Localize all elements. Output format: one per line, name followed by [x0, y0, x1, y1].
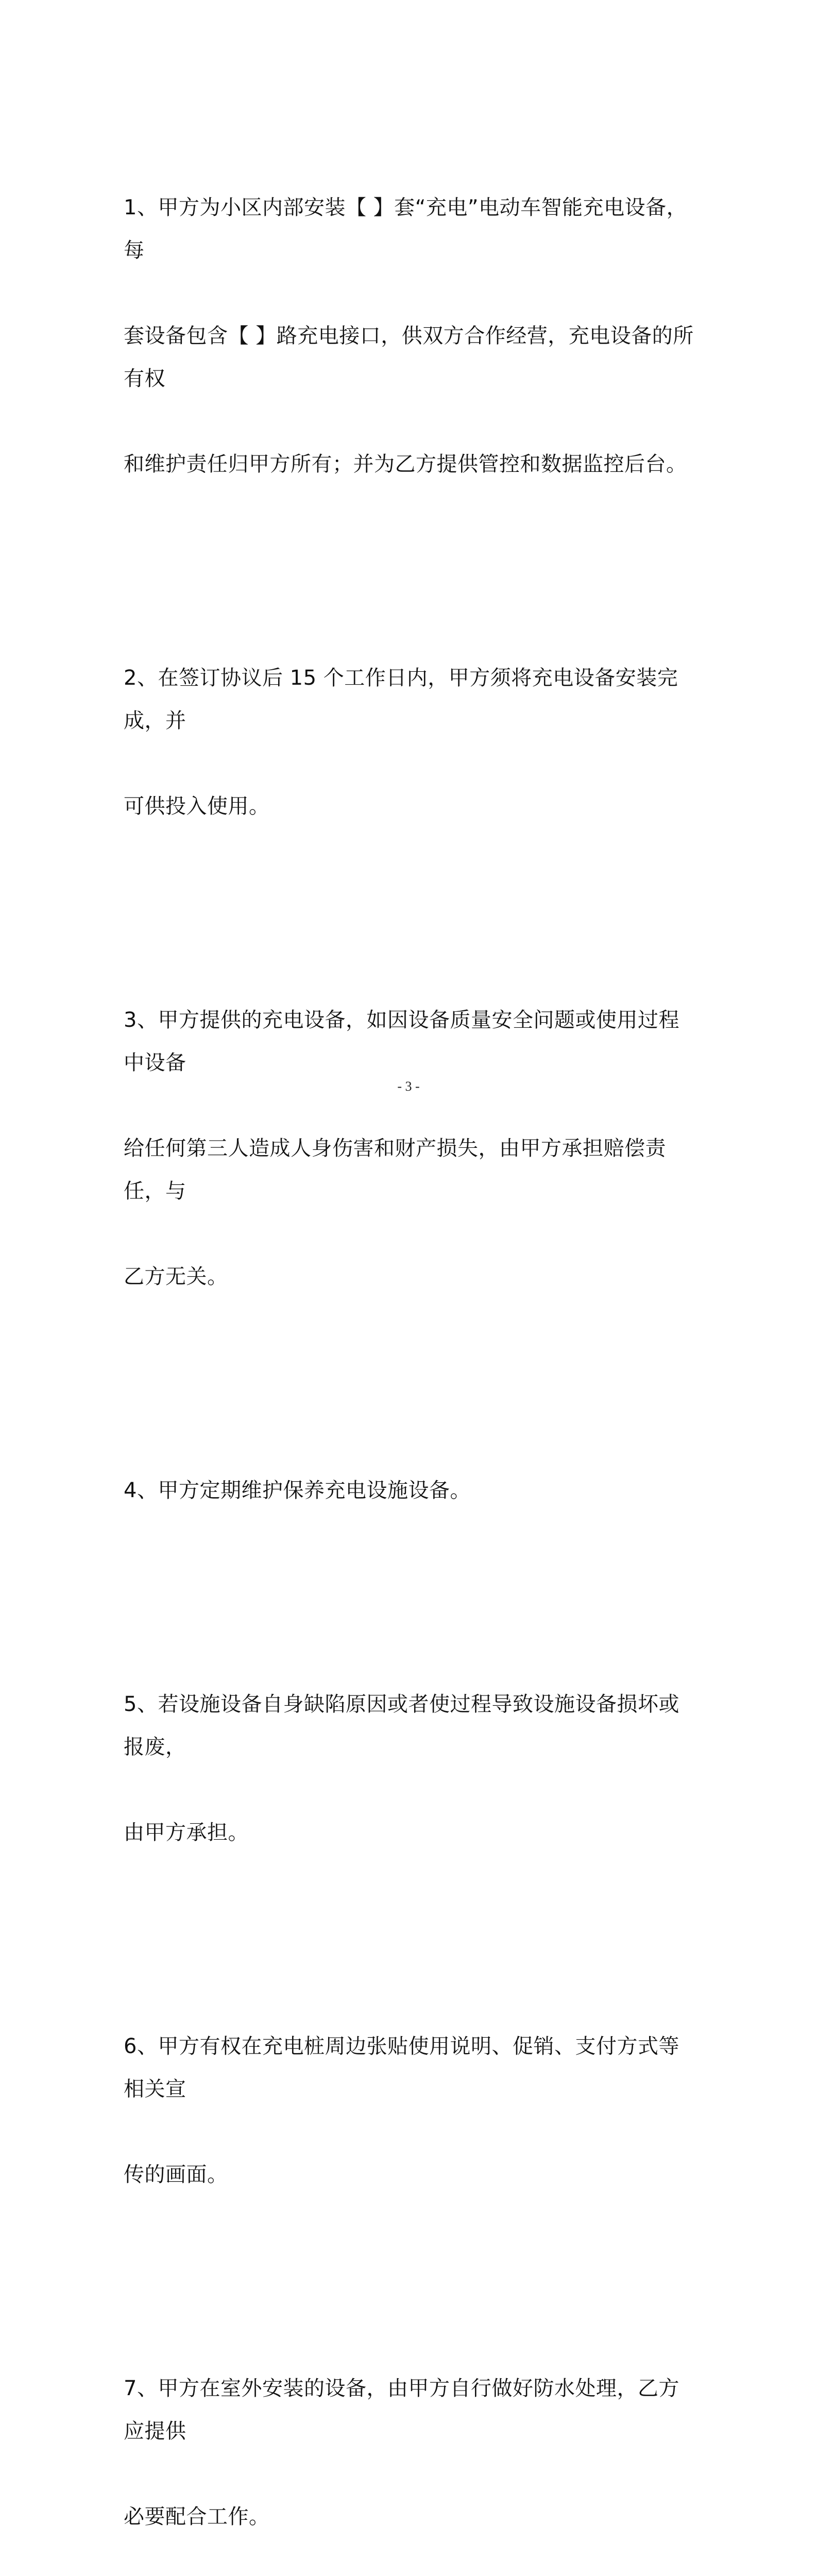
clause-line: 6、甲方有权在充电桩周边张贴使用说明、促销、支付方式等相关宣 [124, 2035, 679, 2101]
clause-1 [124, 101, 695, 571]
clause-line: 由甲方承担。 [124, 1821, 249, 1844]
clause-line: 2、在签订协议后 15 个工作日内，甲方须将充电设备安装完成，并 [124, 666, 678, 733]
clause-7 [124, 2282, 695, 2576]
clause-line: 5、若设施设备自身缺陷原因或者使过程导致设施设备损坏或报废， [124, 1692, 679, 1759]
clause-line: 1、甲方为小区内部安装【 】套“充电”电动车智能充电设备，每 [124, 196, 688, 262]
clause-line: 和维护责任归甲方所有；并为乙方提供管控和数据监控后台。 [124, 452, 687, 476]
clause-line: 给任何第三人造成人身伤害和财产损失，由甲方承担赔偿责任，与 [124, 1137, 666, 1203]
clause-4 [124, 1384, 695, 1598]
clause-line: 7、甲方在室外安装的设备，由甲方自行做好防水处理，乙方应提供 [124, 2377, 679, 2443]
page-number: - 3 - [397, 1079, 420, 1094]
clause-line: 4、甲方定期维护保养充电设施设备。 [124, 1479, 471, 1502]
clause-list [124, 101, 695, 2576]
clause-line: 可供投入使用。 [124, 794, 270, 818]
clause-line: 传的画面。 [124, 2163, 228, 2187]
clause-3 [124, 913, 695, 1384]
clause-line: 套设备包含【 】路充电接口，供双方合作经营，充电设备的所有权 [124, 324, 694, 391]
clause-line: 3、甲方提供的充电设备，如因设备质量安全问题或使用过程中设备 [124, 1008, 679, 1075]
clause-5 [124, 1598, 695, 1940]
clause-6 [124, 1940, 695, 2282]
clause-line: 乙方无关。 [124, 1265, 228, 1289]
clause-line: 必要配合工作。 [124, 2505, 270, 2529]
clause-2 [124, 571, 695, 913]
